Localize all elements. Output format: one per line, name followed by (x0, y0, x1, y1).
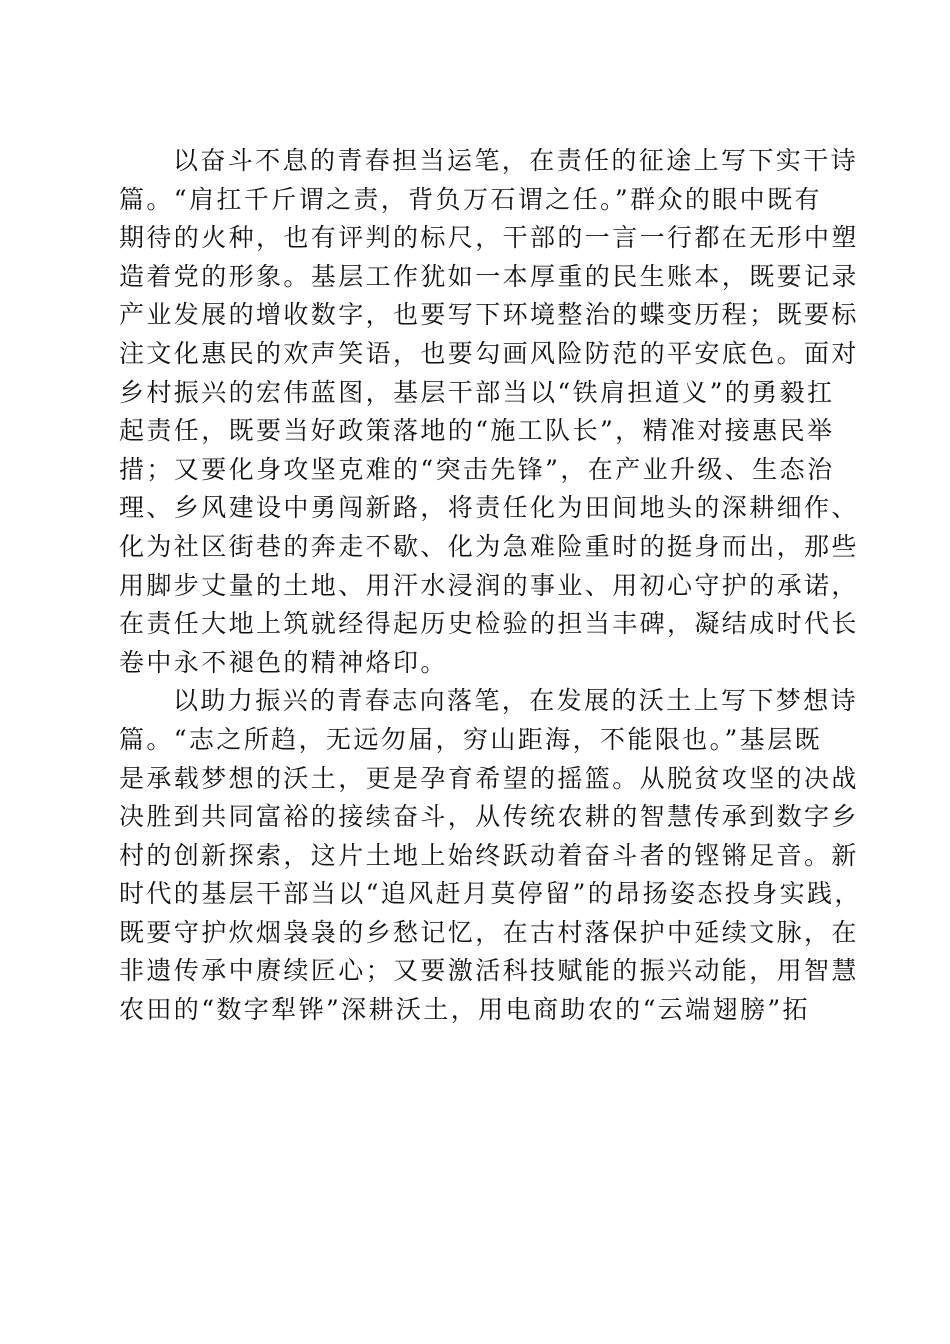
paragraph-line: 以奋斗不息的青春担当运笔，在责任的征途上写下实干诗 (173, 146, 859, 175)
paragraph-line: 乡村振兴的宏伟蓝图，基层干部当以“铁肩担道义”的勇毅扛 (119, 377, 835, 407)
paragraph-line: 决胜到共同富裕的接续奋斗，从传统农耕的智慧传承到数字乡 (119, 802, 859, 832)
paragraph-line: 在责任大地上筑就经得起历史检验的担当丰碑，凝结成时代长 (119, 609, 859, 639)
paragraph-2 (119, 682, 862, 1029)
paragraph-line: 篇。“志之所趋，无远勿届，穷山距海，不能限也。”基层既 (119, 724, 822, 754)
paragraph-line: 产业发展的增收数字，也要写下环境整治的蝶变历程；既要标 (119, 300, 859, 330)
paragraph-line: 化为社区街巷的奔走不歇、化为急难险重时的挺身而出，那些 (119, 531, 859, 561)
paragraph-line: 农田的“数字犁铧”深耕沃土，用电商助农的“云端翅膀”拓 (119, 995, 810, 1025)
paragraph-line: 既要守护炊烟袅袅的乡愁记忆，在古村落保护中延续文脉，在 (119, 917, 859, 947)
paragraph-1 (119, 142, 859, 682)
paragraph-line: 是承载梦想的沃土，更是孕育希望的摇篮。从脱贫攻坚的决战 (119, 763, 859, 793)
paragraph-line: 措；又要化身攻坚克难的“突击先锋”，在产业升级、生态治 (119, 454, 835, 484)
paragraph-line: 村的创新探索，这片土地上始终跃动着奋斗者的铿锵足音。新 (119, 840, 859, 870)
paragraph-line: 非遗传承中赓续匠心；又要激活科技赋能的振兴动能，用智慧 (119, 956, 859, 986)
paragraph-line: 起责任，既要当好政策落地的“施工队长”，精准对接惠民举 (119, 416, 835, 446)
paragraph-line: 注文化惠民的欢声笑语，也要勾画风险防范的平安底色。面对 (119, 338, 859, 368)
paragraph-line: 以助力振兴的青春志向落笔，在发展的沃土上写下梦想诗 (173, 686, 859, 716)
paragraph-line: 卷中永不褪色的精神烙印。 (119, 647, 448, 677)
paragraph-line: 时代的基层干部当以“追风赶月莫停留”的昂扬姿态投身实践， (119, 879, 862, 909)
paragraph-line: 理、乡风建设中勇闯新路，将责任化为田间地头的深耕细作、 (119, 493, 859, 523)
paragraph-line: 期待的火种，也有评判的标尺，干部的一言一行都在无形中塑 (119, 223, 859, 253)
paragraph-line: 用脚步丈量的土地、用汗水浸润的事业、用初心守护的承诺， (119, 570, 859, 600)
document-body (119, 142, 862, 1030)
paragraph-line: 篇。“肩扛千斤谓之责，背负万石谓之任。”群众的眼中既有 (119, 184, 822, 214)
paragraph-line: 造着党的形象。基层工作犹如一本厚重的民生账本，既要记录 (119, 261, 859, 291)
